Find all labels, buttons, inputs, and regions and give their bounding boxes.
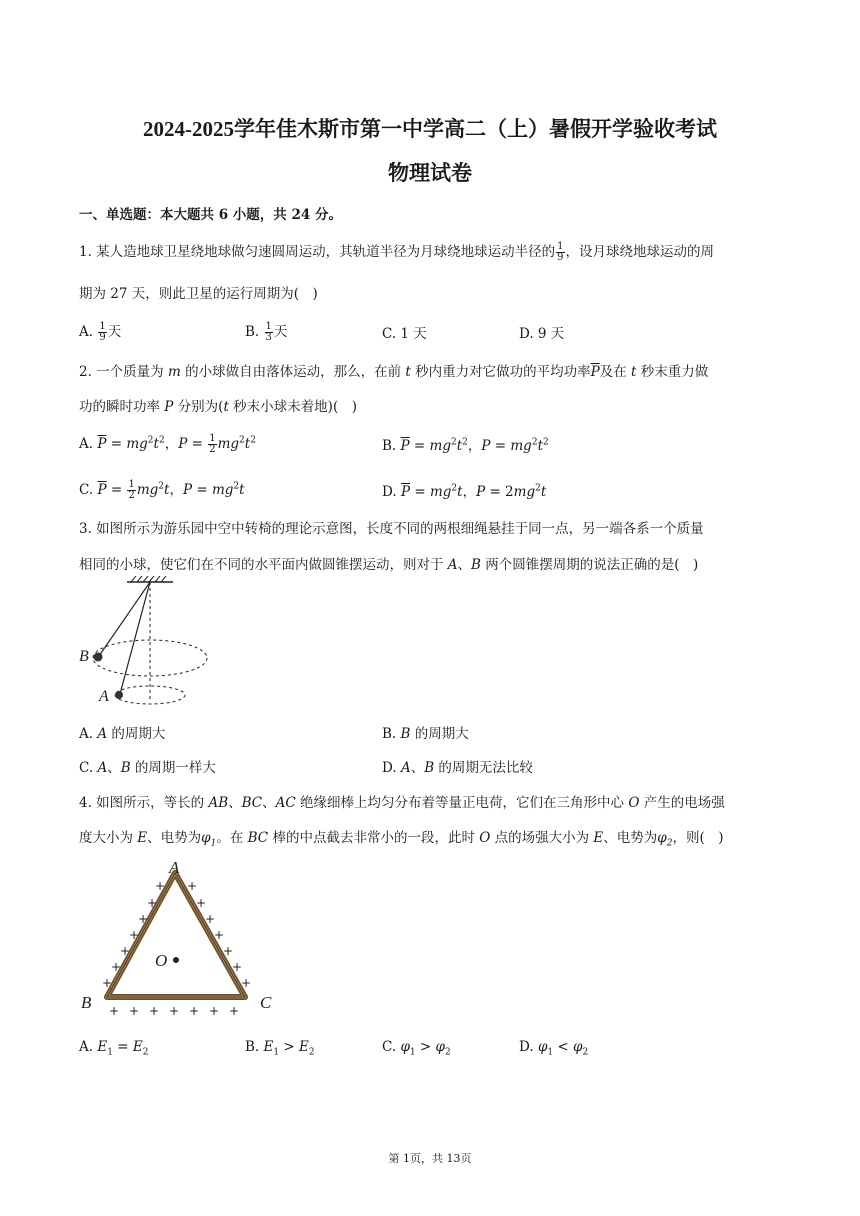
plus-sign: + bbox=[120, 944, 131, 958]
q1-option-b[interactable] bbox=[245, 320, 287, 343]
plus-sign: + bbox=[209, 1004, 220, 1018]
plus-sign: + bbox=[155, 879, 166, 893]
q4-var-ab: AB bbox=[208, 795, 229, 811]
q4-text-d: 度大小为 bbox=[79, 830, 138, 846]
q2-text-f: 功的瞬时功率 bbox=[79, 399, 165, 415]
q1-opt-b-den: 3 bbox=[265, 332, 272, 343]
q3-var-a: A bbox=[447, 557, 458, 573]
q2-opt-b-label: B. bbox=[382, 438, 401, 454]
exam-subtitle: 物理试卷 bbox=[388, 161, 472, 185]
q2-var-p: P bbox=[164, 399, 174, 415]
pendulum-label-a: A bbox=[99, 688, 109, 705]
q4-var-bc2: BC bbox=[247, 830, 269, 846]
q4-opt-c-label: C. bbox=[382, 1039, 401, 1055]
q2-half-den: 2 bbox=[209, 444, 216, 455]
q3-option-a[interactable] bbox=[79, 722, 165, 742]
q3-opt-c-var-b: B bbox=[120, 760, 131, 776]
q3-opt-d-sep: 、 bbox=[410, 760, 425, 776]
q2-line1 bbox=[79, 360, 708, 380]
q1-opt-a-fraction bbox=[98, 322, 106, 343]
q1-line1 bbox=[79, 240, 714, 263]
q3-opt-d-label: D. bbox=[382, 760, 401, 776]
q4-text-a: 4. 如图所示，等长的 bbox=[79, 795, 209, 811]
q4-var-e: E bbox=[137, 830, 148, 846]
pendulum-label-b: B bbox=[79, 648, 89, 665]
q3-option-c[interactable] bbox=[79, 756, 216, 776]
q3-line2 bbox=[79, 553, 698, 573]
q3-opt-b-var: B bbox=[400, 726, 411, 742]
triangle-label-c: C bbox=[260, 993, 272, 1012]
plus-sign: + bbox=[196, 896, 207, 910]
q3-opt-d-text: 的周期无法比较 bbox=[434, 760, 533, 776]
q1-frac-den: 9 bbox=[557, 252, 564, 263]
q4-text-h: 点的场强大小为 bbox=[490, 830, 594, 846]
q1-text-a: 1. 某人造地球卫星绕地球做匀速圆周运动，其轨道半径为月球绕地球运动半径的 bbox=[79, 244, 556, 260]
q1-text-b: ，设月球绕地球运动的周 bbox=[565, 244, 715, 260]
plus-sign: + bbox=[129, 1004, 140, 1018]
q3-text-a: 相同的小球，使它们在不同的水平面内做圆锥摆运动，则对于 bbox=[79, 557, 448, 573]
q3-opt-b-label: B. bbox=[382, 726, 401, 742]
q3-opt-a-var: A bbox=[97, 726, 108, 742]
q1-opt-a-den: 9 bbox=[99, 332, 106, 343]
q4-opt-d-label: D. bbox=[519, 1039, 538, 1055]
q3-opt-c-var-a: A bbox=[97, 760, 108, 776]
q3-opt-c-text: 的周期一样大 bbox=[130, 760, 216, 776]
q4-phi2-sym: φ bbox=[657, 830, 667, 846]
q3-sep: 、 bbox=[457, 557, 472, 573]
q2-text-b: 的小球做自由落体运动，那么，在前 bbox=[180, 364, 406, 380]
q4-option-c[interactable]: C. $\varphi_1 > \varphi_2$ bbox=[382, 1039, 451, 1058]
plus-sign: + bbox=[189, 1004, 200, 1018]
triangle-label-a: A bbox=[169, 858, 180, 877]
q4-var-phi2: $\varphi_2$ bbox=[657, 830, 673, 849]
q2-var-t2: t bbox=[631, 364, 637, 380]
q3-opt-a-text: 的周期大 bbox=[107, 726, 166, 742]
q4-var-bc: BC bbox=[241, 795, 263, 811]
q1-opt-a-unit: 天 bbox=[107, 324, 122, 340]
q1-option-c[interactable]: C. 1 天 bbox=[382, 326, 427, 342]
q2-text-e: 秒末重力做 bbox=[636, 364, 709, 380]
q1-opt-b-label: B. bbox=[245, 324, 264, 340]
plus-sign: + bbox=[223, 944, 234, 958]
q2-half-den-c: 2 bbox=[128, 490, 135, 501]
q4-option-b[interactable]: B. $E_1 > E_2$ bbox=[245, 1039, 315, 1058]
q2-text-c: 秒内重力对它做功的平均功率 bbox=[410, 364, 591, 380]
plus-sign: + bbox=[138, 912, 149, 926]
plus-sign: + bbox=[147, 896, 158, 910]
q2-option-b[interactable]: B. $\overline{P} = mg^2t^2$，$P = mg^2t^2$ bbox=[382, 437, 549, 454]
q1-opt-b-num: 1 bbox=[265, 321, 272, 332]
q2-var-t: t bbox=[405, 364, 411, 380]
q1-fraction bbox=[556, 242, 564, 263]
q2-option-c[interactable]: C. $\overline{P}$ = $\frac{1}{2}$ $mg^2t$，$P = mg^2t$ bbox=[79, 479, 245, 501]
q2-text-a: 2. 一个质量为 bbox=[79, 364, 168, 380]
q3-opt-d-var-b: B bbox=[424, 760, 435, 776]
q2-text-h: 秒末小球未着地)( ) bbox=[228, 399, 357, 415]
q2-var-t3: t bbox=[223, 399, 229, 415]
plus-sign: + bbox=[102, 976, 113, 990]
plus-sign: + bbox=[187, 879, 198, 893]
q2-opt-c-label: C. bbox=[79, 482, 98, 498]
plus-sign: + bbox=[241, 976, 252, 990]
section-heading: 一、单选题：本大题共 6 小题，共 24 分。 bbox=[79, 207, 342, 223]
page-footer: 第 1页，共 13页 bbox=[388, 1152, 472, 1165]
exam-title: 2024-2025学年佳木斯市第一中学高二（上）暑假开学验收考试 bbox=[143, 117, 717, 141]
q4-text-c: 产生的电场强 bbox=[639, 795, 725, 811]
q2-var-m: m bbox=[167, 364, 181, 380]
q4-text-j: ，则( ) bbox=[672, 830, 724, 846]
q2-text-g: 分别为( bbox=[173, 399, 224, 415]
q4-text-g: 棒的中点截去非常小的一段，此时 bbox=[268, 830, 480, 846]
q4-text-i: 、电势为 bbox=[603, 830, 658, 846]
charged-triangle-figure bbox=[75, 855, 285, 1025]
plus-sign: + bbox=[229, 1004, 240, 1018]
plus-sign: + bbox=[111, 960, 122, 974]
q2-opt-d-label: D. bbox=[382, 484, 401, 500]
q4-var-o2: O bbox=[479, 830, 491, 846]
q4-var-e2: E bbox=[593, 830, 604, 846]
q4-opt-b-label: B. bbox=[245, 1039, 264, 1055]
plus-sign: + bbox=[169, 1004, 180, 1018]
q2-opt-a-half bbox=[208, 434, 216, 455]
plus-sign: + bbox=[109, 1004, 120, 1018]
plus-sign: + bbox=[149, 1004, 160, 1018]
plus-sign: + bbox=[232, 960, 243, 974]
q4-var-ac: AC bbox=[275, 795, 296, 811]
q3-option-b[interactable] bbox=[382, 722, 469, 742]
q1-opt-a-num: 1 bbox=[99, 321, 106, 332]
q4-option-d[interactable]: D. $\varphi_1 < \varphi_2$ bbox=[519, 1039, 589, 1058]
q1-option-a[interactable] bbox=[79, 320, 121, 343]
q4-text-f: 。在 bbox=[216, 830, 248, 846]
q2-half-num: 1 bbox=[209, 433, 216, 444]
q4-text-b: 绝缘细棒上均匀分布着等量正电荷，它们在三角形中心 bbox=[295, 795, 629, 811]
q3-opt-a-label: A. bbox=[79, 726, 98, 742]
q2-half-num-c: 1 bbox=[128, 479, 135, 490]
q3-opt-c-label: C. bbox=[79, 760, 98, 776]
q1-line2: 期为 27 天，则此卫星的运行周期为( ) bbox=[79, 286, 318, 302]
q4-text-e: 、电势为 bbox=[147, 830, 202, 846]
q4-line2 bbox=[79, 826, 724, 849]
q1-opt-b-fraction bbox=[265, 322, 273, 343]
q3-opt-c-sep: 、 bbox=[107, 760, 121, 776]
q2-var-pbar: $\overline{P}$ bbox=[590, 364, 600, 380]
plus-sign: + bbox=[129, 928, 140, 942]
triangle-label-o: O bbox=[155, 951, 168, 970]
q4-var-phi1: $\varphi_1$ bbox=[201, 830, 217, 849]
q3-opt-d-var-a: A bbox=[400, 760, 411, 776]
q4-option-a[interactable]: A. $E_1 = E_2$ bbox=[79, 1039, 149, 1058]
q3-var-b: B bbox=[471, 557, 481, 573]
q3-line1: 3. 如图所示为游乐园中空中转椅的理论示意图，长度不同的两根细绳悬挂于同一点，另一端各系一个质量 bbox=[79, 521, 704, 537]
q4-line1: 4. 如图所示，等长的 AB、BC、AC 绝缘细棒上均匀分布着等量正电荷，它们在三角形中心 O 产生的电场强 bbox=[79, 795, 725, 811]
q2-opt-a-label: A. bbox=[79, 436, 98, 452]
q4-opt-a-label: A. bbox=[79, 1039, 98, 1055]
q1-opt-b-unit: 天 bbox=[273, 324, 288, 340]
plus-sign: + bbox=[214, 928, 225, 942]
plus-sign: + bbox=[205, 912, 216, 926]
q4-phi1-sym: φ bbox=[201, 830, 211, 846]
q3-option-d[interactable] bbox=[382, 756, 533, 776]
conical-pendulum-figure bbox=[75, 576, 215, 706]
triangle-label-b: B bbox=[81, 993, 92, 1012]
q2-option-d[interactable]: D. $\overline{P} = mg^2t$，$P = 2mg^2t$ bbox=[382, 483, 547, 500]
q1-opt-a-label: A. bbox=[79, 324, 98, 340]
q2-opt-c-half bbox=[127, 480, 135, 501]
q1-option-d[interactable]: D. 9 天 bbox=[519, 326, 565, 342]
q1-frac-num: 1 bbox=[557, 241, 564, 252]
q3-text-b: 两个圆锥摆周期的说法正确的是( ) bbox=[480, 557, 699, 573]
q2-line2 bbox=[79, 395, 357, 415]
q2-text-d: 及在 bbox=[599, 364, 631, 380]
q3-opt-b-text: 的周期大 bbox=[410, 726, 469, 742]
q4-var-o: O bbox=[628, 795, 640, 811]
q2-option-a[interactable]: A. $\overline{P} = mg^2t^2$，P = $\frac{1}{2}$ $mg^2t^2$ bbox=[79, 433, 256, 455]
